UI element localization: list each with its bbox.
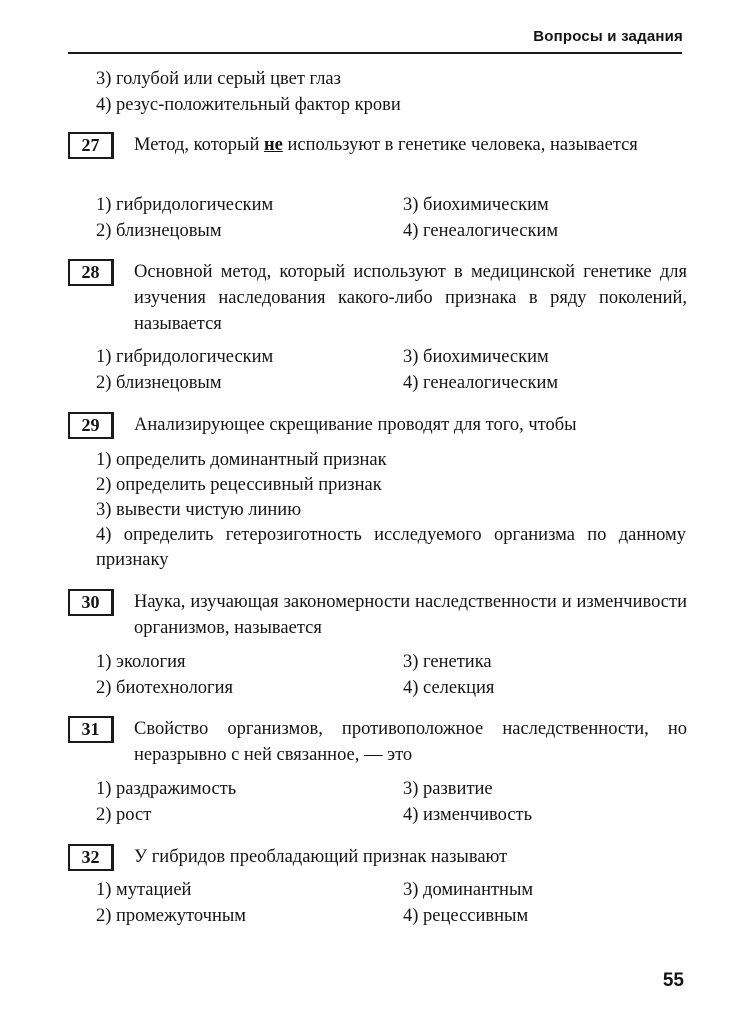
- answer-option: 3) биохимическим: [403, 195, 549, 215]
- answer-option: 3) развитие: [403, 779, 493, 799]
- answer-option: 1) мутацией: [96, 880, 192, 900]
- question-text: Основной метод, который используют в медицинской генетике для изучения наследования какого-либо признака в ряду поколений, называется: [134, 262, 687, 334]
- answer-option: 3) генетика: [403, 652, 492, 672]
- answer-option: 3) вывести чистую линию: [96, 500, 302, 520]
- emphasis-not: не: [264, 135, 283, 155]
- answer-option: 2) биотехнология: [96, 678, 234, 698]
- answer-options: [96, 448, 686, 573]
- question-number-box: 31: [68, 716, 114, 743]
- answer-options: [96, 649, 656, 701]
- question-number-box: 30: [68, 589, 114, 616]
- answer-options: [96, 344, 656, 396]
- answer-option: 1) определить доминантный признак: [96, 450, 387, 470]
- answer-option: 4) изменчивость: [403, 805, 533, 825]
- question-text-part: Метод, который: [134, 135, 264, 155]
- answer-option: 2) рост: [96, 805, 152, 825]
- header-rule: [68, 52, 682, 54]
- carryover-option: 4) резус-положительный фактор крови: [96, 95, 401, 115]
- answer-option: 1) раздражимость: [96, 779, 237, 799]
- answer-option: 3) биохимическим: [403, 347, 549, 367]
- answer-option: 4) генеалогическим: [403, 221, 559, 241]
- answer-options: [96, 776, 656, 828]
- question-text-part: используют в генетике человека, называется: [282, 135, 638, 155]
- question-number-box: 29: [68, 412, 114, 439]
- question-text: Наука, изучающая закономерности наследственности и изменчивости организмов, называется: [134, 592, 687, 638]
- question-text: Свойство организмов, противоположное наследственности, но неразрывно с ней связанное, — это: [134, 719, 687, 765]
- answer-options: [96, 192, 656, 244]
- answer-option: 4) рецессивным: [403, 906, 529, 926]
- answer-option: 2) близнецовым: [96, 221, 222, 241]
- answer-option: 2) определить рецессивный признак: [96, 475, 382, 495]
- answer-option: 4) селекция: [403, 678, 495, 698]
- answer-option: 2) близнецовым: [96, 373, 222, 393]
- question-number-box: 32: [68, 844, 114, 871]
- question-number-box: 28: [68, 259, 114, 286]
- answer-option: 1) гибридологическим: [96, 195, 274, 215]
- answer-option: 4) определить гетерозиготность исследуемого организма по данному признаку: [96, 525, 686, 570]
- carryover-option: 3) голубой или серый цвет глаз: [96, 69, 341, 89]
- answer-option: 3) доминантным: [403, 880, 534, 900]
- question-text: [134, 132, 687, 158]
- page-number: 55: [662, 970, 684, 991]
- answer-option: 4) генеалогическим: [403, 373, 559, 393]
- question-number-box: 27: [68, 132, 114, 159]
- question-text: Анализирующее скрещивание проводят для того, чтобы: [134, 415, 577, 435]
- answer-option: 1) гибридологическим: [96, 347, 274, 367]
- answer-option: 2) промежуточным: [96, 906, 246, 926]
- header-title: Вопросы и задания: [533, 28, 683, 45]
- answer-option: 1) экология: [96, 652, 186, 672]
- question-text: У гибридов преобладающий признак называют: [134, 847, 508, 867]
- answer-options: [96, 877, 656, 929]
